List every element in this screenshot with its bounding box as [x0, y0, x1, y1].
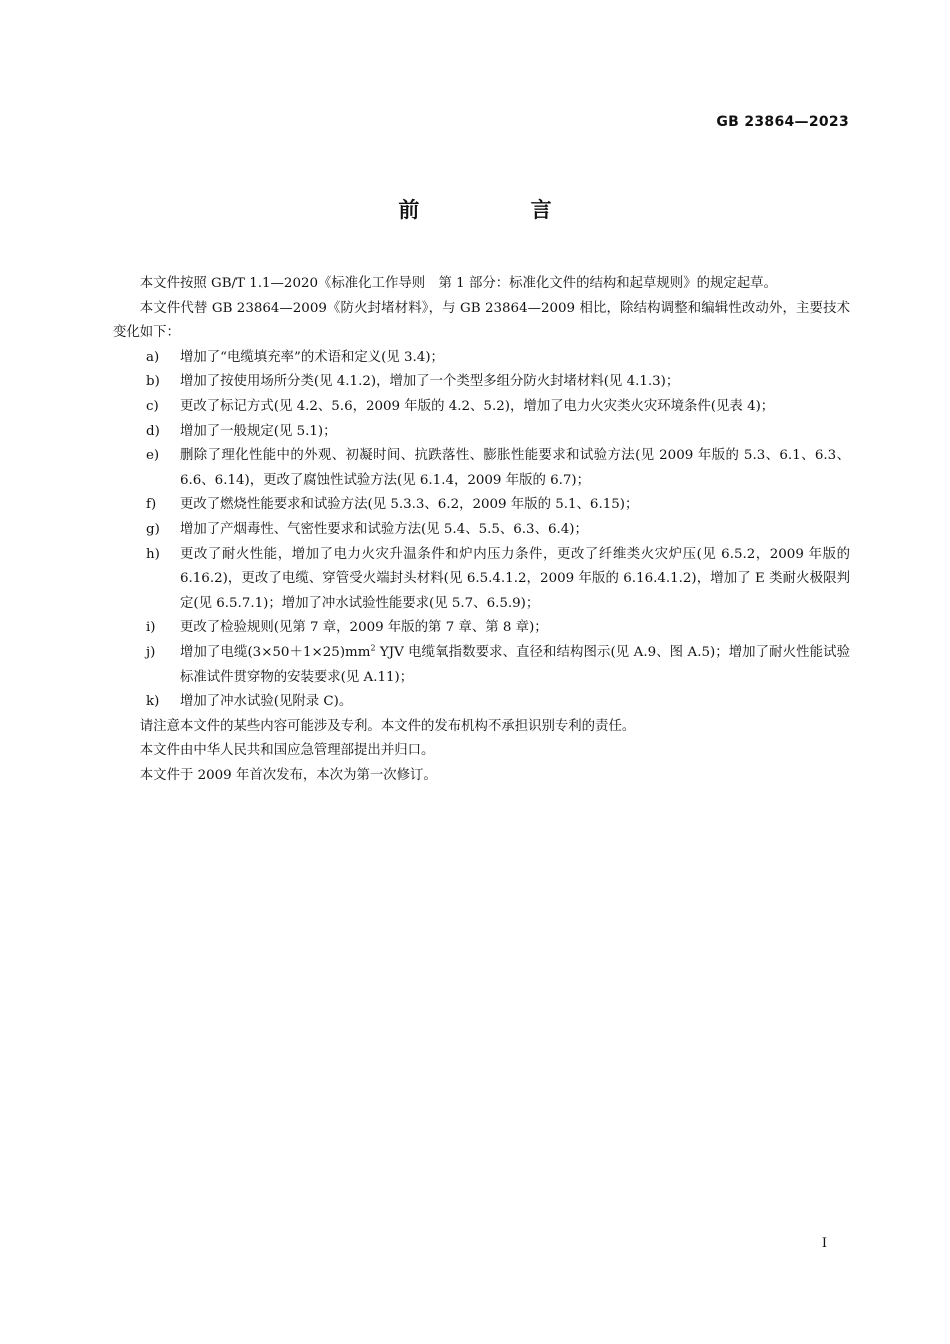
list-item-label: d)	[146, 423, 160, 439]
list-item-label: b)	[146, 374, 160, 390]
list-item-text-part: YJV 电缆氧指数要求、直径和结构图示(见 A.9、图 A.5)；增加了耐火性能试验标准试件贯穿物的安装要求(见 A.11)；	[180, 644, 851, 685]
intro-paragraph-1: 本文件按照 GB/T 1.1—2020《标准化工作导则 第 1 部分：标准化文件的结构和起草规则》的规定起草。	[139, 276, 777, 291]
list-item-text: 增加了“电缆填充率”的术语和定义(见 3.4)；	[180, 349, 444, 365]
list-item-label: h)	[146, 546, 160, 562]
list-item	[113, 346, 850, 371]
intro-paragraph-2: 本文件代替 GB 23864—2009《防火封堵材料》，与 GB 23864—2009 相比，除结构调整和编辑性改动外，主要技术变化如下：	[113, 300, 850, 341]
list-item-text: 更改了燃烧性能要求和试验方法(见 5.3.3、6.2，2009 年版的 5.1、6.15)；	[180, 497, 639, 513]
page-number: I	[821, 1236, 827, 1251]
list-item	[113, 690, 850, 715]
revision-history: 本文件于 2009 年首次发布，本次为第一次修订。	[139, 767, 437, 783]
proposer-statement: 本文件由中华人民共和国应急管理部提出并归口。	[139, 743, 435, 759]
list-item-text: 增加了一般规定(见 5.1)；	[180, 423, 337, 439]
list-item	[113, 420, 850, 445]
list-item	[113, 543, 850, 617]
list-item	[113, 641, 850, 690]
document-body	[113, 272, 850, 788]
list-item-label: i)	[146, 620, 156, 636]
list-item-text: 增加了按使用场所分类(见 4.1.2)，增加了一个类型多组分防火封堵材料(见 4.1.3)；	[180, 374, 680, 390]
list-item-text-part: 增加了电缆(3×50＋1×25)mm	[180, 644, 371, 660]
list-item-label: g)	[146, 521, 160, 537]
list-item	[113, 395, 850, 420]
list-item-text: 更改了耐火性能，增加了电力火灾升温条件和炉内压力条件，更改了纤维类火灾炉压(见 6.5.2，2009 年版的 6.16.2)，更改了电缆、穿管受火端封头材料(见 6.5.4.1.2，2009 年版的 6.16.4.1.2)，增加了 E 类耐火极限判定(见 6.5.7.1)；增加了冲水试验性能要求(见 5.7、6.5.9)；	[180, 546, 850, 611]
list-item	[113, 518, 850, 543]
list-item	[113, 444, 850, 493]
list-item	[113, 370, 850, 395]
patent-notice: 请注意本文件的某些内容可能涉及专利。本文件的发布机构不承担识别专利的责任。	[139, 718, 636, 734]
list-item-label: c)	[146, 398, 159, 414]
list-item-text: 删除了理化性能中的外观、初凝时间、抗跌落性、膨胀性能要求和试验方法(见 2009 年版的 5.3、6.1、6.3、6.6、6.14)，更改了腐蚀性试验方法(见 6.1.4，2009 年版的 6.7)；	[180, 448, 850, 488]
list-item-label: a)	[146, 349, 160, 365]
list-item-text: 增加了产烟毒性、气密性要求和试验方法(见 5.4、5.5、6.3、6.4)；	[180, 521, 588, 537]
list-item-label: k)	[146, 694, 160, 710]
list-item	[113, 616, 850, 641]
list-item-text: 更改了标记方式(见 4.2、5.6，2009 年版的 4.2、5.2)，增加了电力火灾类火灾环境条件(见表 4)；	[180, 398, 775, 414]
list-item-text: 更改了检验规则(见第 7 章，2009 年版的第 7 章、第 8 章)；	[180, 620, 548, 636]
list-item-text: 增加了冲水试验(见附录 C)。	[180, 694, 353, 710]
list-item-label: j)	[146, 644, 156, 660]
page-title: 前 言	[398, 198, 604, 222]
superscript-unit: 2	[370, 643, 376, 653]
document-code: GB 23864—2023	[716, 114, 849, 130]
list-item	[113, 493, 850, 518]
list-item-label: f)	[146, 497, 157, 513]
changes-list	[113, 346, 850, 715]
list-item-label: e)	[146, 448, 160, 464]
